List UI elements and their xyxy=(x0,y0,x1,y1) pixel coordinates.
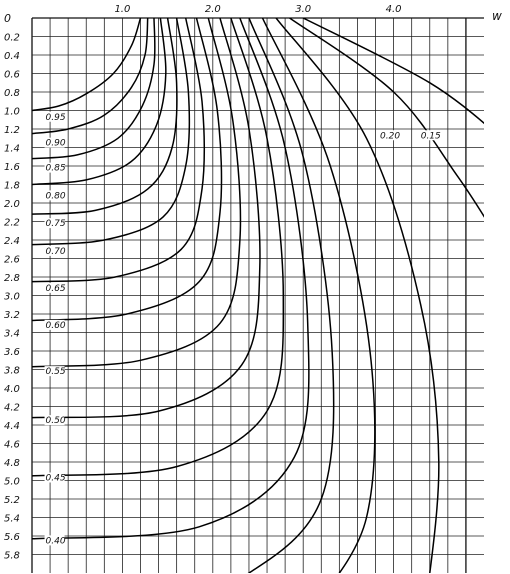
y-tick-label: 0.2 xyxy=(4,32,20,44)
y-tick-label: 3.2 xyxy=(4,310,20,321)
curve-label: 0.95 xyxy=(45,112,66,123)
curve-label: 0.70 xyxy=(45,246,66,257)
y-tick-label: 1.2 xyxy=(4,125,20,136)
y-tick-label: 0.6 xyxy=(4,69,20,81)
x-tick-label: 4.0 xyxy=(385,4,402,15)
curve-label: 0.40 xyxy=(45,536,66,547)
y-tick-label: 4.0 xyxy=(4,384,20,395)
y-tick-label: 5.2 xyxy=(4,495,20,506)
y-tick-label: 2.2 xyxy=(4,217,20,229)
y-tick-label: 5.0 xyxy=(4,476,20,488)
y-tick-label: 2.6 xyxy=(4,254,20,266)
y-tick-label: 1.4 xyxy=(4,143,20,155)
curve-0.35 xyxy=(159,18,334,574)
y-tick-label: 2.4 xyxy=(4,236,20,247)
y-tick-label: 1.0 xyxy=(4,106,20,118)
y-tick-label: 5.8 xyxy=(4,550,20,562)
curve-label: 0.85 xyxy=(45,163,66,174)
curve-label: 0.20 xyxy=(380,131,401,142)
curve-0.45 xyxy=(32,18,283,476)
curve-0.50 xyxy=(32,18,260,418)
y-tick-label: 3.4 xyxy=(4,328,20,340)
y-tick-label: 3.0 xyxy=(4,291,20,303)
curve-label: 0.80 xyxy=(45,191,66,202)
curve-0.15 xyxy=(303,18,502,138)
x-tick-label: 2.0 xyxy=(204,4,221,15)
y-tick-label: 1.8 xyxy=(4,180,20,192)
y-tick-label: 4.8 xyxy=(4,458,20,469)
y-tick-label: 2.8 xyxy=(4,273,20,284)
y-tick-label: 2.0 xyxy=(4,199,20,210)
curve-label: 0.45 xyxy=(45,473,66,484)
x-axis-label: w xyxy=(492,9,502,23)
curve-label: 0.55 xyxy=(45,367,66,378)
y-tick-label: 3.6 xyxy=(4,347,20,358)
curve-label: 0.15 xyxy=(420,131,441,142)
curve-0.30 xyxy=(263,18,375,574)
curve-label: 0.50 xyxy=(45,416,66,427)
curve-0.65 xyxy=(32,18,204,282)
y-tick-label: 0.4 xyxy=(4,51,20,62)
curve-0.80 xyxy=(32,18,166,185)
x-tick-label: 1.0 xyxy=(114,4,131,15)
y-axis-label: 0 xyxy=(4,12,11,25)
y-tick-label: 4.4 xyxy=(4,421,20,432)
y-tick-label: 5.4 xyxy=(4,513,20,525)
y-tick-label: 1.6 xyxy=(4,162,20,173)
curve-label: 0.75 xyxy=(45,219,66,230)
y-tick-label: 0.8 xyxy=(4,88,20,99)
curve-label: 0.90 xyxy=(45,138,66,149)
curve-label: 0.65 xyxy=(45,283,66,294)
y-tick-label: 5.6 xyxy=(4,532,20,543)
x-tick-label: 3.0 xyxy=(295,4,312,15)
y-tick-label: 4.2 xyxy=(4,402,20,414)
y-tick-label: 4.6 xyxy=(4,439,20,451)
curve-label: 0.60 xyxy=(45,320,66,331)
y-tick-label: 3.8 xyxy=(4,365,20,377)
